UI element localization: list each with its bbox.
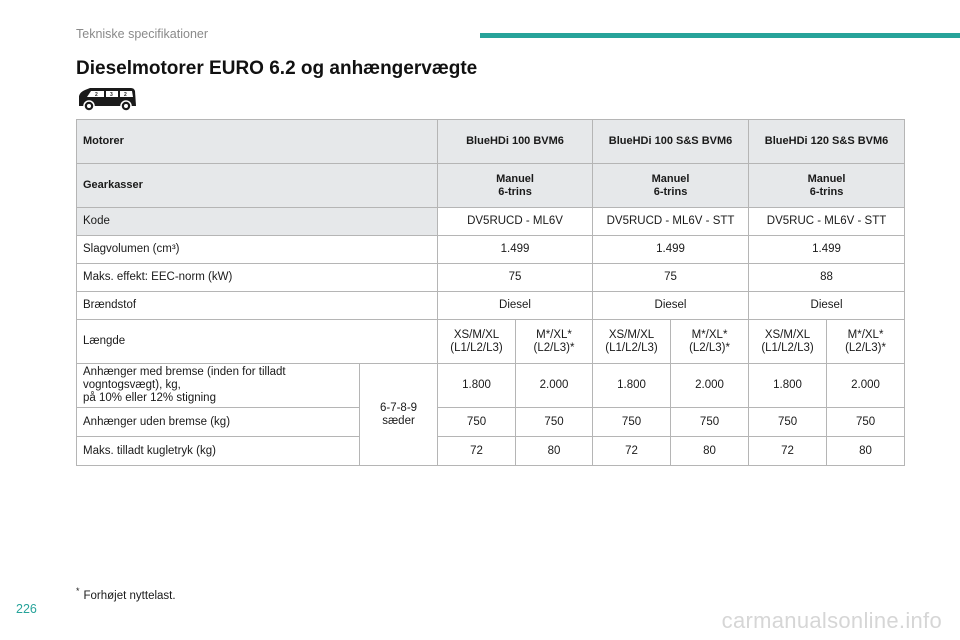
table-cell: 72	[438, 437, 516, 466]
gearbox-cell	[749, 164, 905, 208]
table-cell: 1.499	[438, 236, 593, 264]
length-line: M*/XL*	[536, 328, 572, 341]
motorer-label: Motorer	[77, 120, 438, 164]
table-row	[77, 264, 905, 292]
table-cell: 750	[516, 408, 593, 437]
table-cell: Diesel	[438, 292, 593, 320]
svg-text:2: 2	[124, 92, 127, 99]
page-number: 226	[16, 602, 37, 616]
footnote-text: Forhøjet nyttelast.	[83, 589, 176, 602]
table-row	[77, 164, 905, 208]
gearbox-cell	[593, 164, 749, 208]
table-cell: 750	[593, 408, 671, 437]
length-line: (L1/L2/L3)	[450, 341, 503, 354]
length-cell	[749, 320, 827, 364]
engine-header: BlueHDi 100 BVM6	[438, 120, 593, 164]
table-row	[77, 236, 905, 264]
length-cell	[516, 320, 593, 364]
gearbox-line: 6-trins	[498, 185, 532, 198]
length-line: (L2/L3)*	[845, 341, 886, 354]
table-cell: 72	[749, 437, 827, 466]
watermark: carmanualsonline.info	[721, 608, 942, 633]
seats-cell	[360, 364, 438, 466]
table-row	[77, 292, 905, 320]
length-line: (L2/L3)*	[533, 341, 575, 354]
seats-line: 6-7-8-9	[379, 401, 418, 414]
length-cell	[827, 320, 905, 364]
gearbox-line: Manuel	[807, 172, 846, 185]
engine-header: BlueHDi 120 S&S BVM6	[749, 120, 905, 164]
table-cell: DV5RUC - ML6V - STT	[749, 208, 905, 236]
table-cell: 75	[593, 264, 749, 292]
table-cell: 2.000	[827, 364, 905, 408]
row-label-line: på 10% eller 12% stigning	[83, 392, 216, 404]
gearbox-line: Manuel	[496, 172, 534, 185]
table-cell: 1.800	[749, 364, 827, 408]
row-label: Slagvolumen (cm³)	[77, 236, 438, 264]
table-cell: 750	[827, 408, 905, 437]
row-label: Brændstof	[77, 292, 438, 320]
table-cell: 2.000	[516, 364, 593, 408]
length-line: (L1/L2/L3)	[605, 341, 658, 354]
length-line: (L2/L3)*	[689, 341, 730, 354]
row-label: Maks. effekt: EEC-norm (kW)	[77, 264, 438, 292]
table-cell: 1.499	[593, 236, 749, 264]
row-label: Kode	[77, 208, 438, 236]
row-label: Længde	[77, 320, 438, 364]
svg-text:3: 3	[110, 92, 113, 99]
table-cell: DV5RUCD - ML6V - STT	[593, 208, 749, 236]
row-label: Maks. tilladt kugletryk (kg)	[77, 437, 360, 466]
length-line: XS/M/XL	[608, 328, 655, 341]
table-cell: 1.800	[438, 364, 516, 408]
van-icon	[76, 86, 138, 112]
page-title: Dieselmotorer EURO 6.2 og anhængervægte	[76, 58, 478, 79]
seats-line: sæder	[382, 414, 415, 427]
length-cell	[671, 320, 749, 364]
svg-text:2: 2	[95, 92, 98, 99]
spec-table	[76, 119, 905, 466]
gearbox-line: Manuel	[651, 172, 690, 185]
table-cell: 750	[749, 408, 827, 437]
length-cell	[438, 320, 516, 364]
table-cell: 1.499	[749, 236, 905, 264]
table-row	[77, 437, 905, 466]
table-cell: 2.000	[671, 364, 749, 408]
table-row	[77, 408, 905, 437]
table-cell: 80	[827, 437, 905, 466]
table-cell: 72	[593, 437, 671, 466]
table-row	[77, 364, 905, 408]
table-cell: 1.800	[593, 364, 671, 408]
table-cell: 80	[516, 437, 593, 466]
footnote-marker: *	[76, 586, 80, 596]
table-cell: Diesel	[593, 292, 749, 320]
length-line: M*/XL*	[691, 328, 728, 341]
table-cell: Diesel	[749, 292, 905, 320]
length-line: M*/XL*	[847, 328, 884, 341]
table-row	[77, 208, 905, 236]
gearkasser-label: Gearkasser	[77, 164, 438, 208]
length-line: XS/M/XL	[764, 328, 811, 341]
row-label-line: Anhænger med bremse (inden for tilladt	[83, 366, 286, 378]
engine-header: BlueHDi 100 S&S BVM6	[593, 120, 749, 164]
footnote	[76, 586, 176, 602]
table-cell: 75	[438, 264, 593, 292]
table-cell: DV5RUCD - ML6V	[438, 208, 593, 236]
row-label	[77, 364, 360, 408]
length-line: XS/M/XL	[453, 328, 500, 341]
table-cell: 88	[749, 264, 905, 292]
row-label-line: vogntogsvægt), kg,	[83, 379, 181, 391]
gearbox-line: 6-trins	[809, 185, 844, 198]
section-title: Tekniske specifikationer	[76, 27, 209, 41]
table-cell: 80	[671, 437, 749, 466]
table-cell: 750	[438, 408, 516, 437]
section-accent-bar	[480, 33, 960, 38]
table-cell: 750	[671, 408, 749, 437]
table-row	[77, 120, 905, 164]
gearbox-cell	[438, 164, 593, 208]
row-label: Anhænger uden bremse (kg)	[77, 408, 360, 437]
table-row	[77, 320, 905, 364]
gearbox-line: 6-trins	[653, 185, 688, 198]
length-line: (L1/L2/L3)	[761, 341, 814, 354]
length-cell	[593, 320, 671, 364]
